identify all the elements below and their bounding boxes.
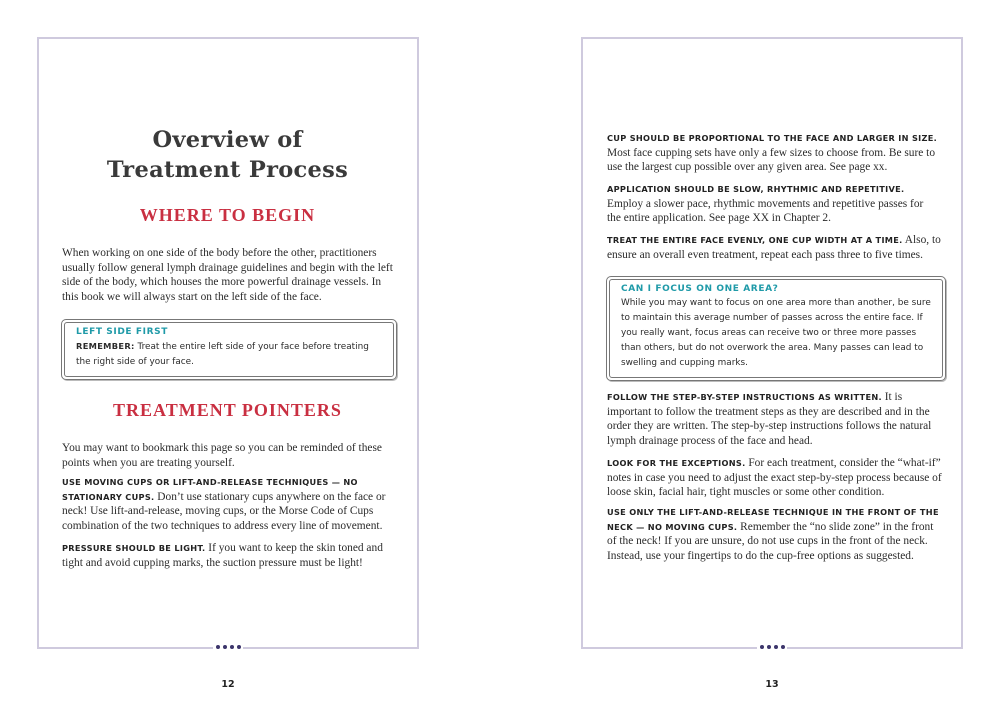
para-treat-evenly-lead: TREAT THE ENTIRE FACE EVENLY, ONE CUP WIDTH AT A TIME.	[607, 235, 903, 245]
callout-title: LEFT SIDE FIRST	[76, 327, 168, 337]
pointer-pressure	[62, 541, 397, 570]
callout-inner	[609, 279, 943, 378]
ornament-dot	[767, 645, 771, 649]
callout-focus-area	[606, 276, 946, 381]
para-exceptions	[607, 456, 943, 500]
intro-paragraph: When working on one side of the body before the other, practitioners usually follow general lymph drainage guidelines and begin with the left side of the body, which houses the more powerful drainage vessels. In this book we will always start on the left side of the face.	[62, 247, 393, 303]
para-application-text: Employ a slower pace, rhythmic movements and repetitive passes for the entire application. See page XX in Chapter 2.	[607, 197, 924, 225]
page-title-line2: Treatment Process	[106, 157, 349, 183]
ornament-dot	[223, 645, 227, 649]
pointer-pressure-lead: PRESSURE SHOULD BE LIGHT.	[62, 543, 206, 553]
para-neck-lead: USE ONLY THE LIFT-AND-RELEASE TECHNIQUE IN THE FRONT OF THE NECK — NO MOVING CUPS.	[607, 507, 939, 532]
para-cup-size-lead: CUP SHOULD BE PROPORTIONAL TO THE FACE AND LARGER IN SIZE.	[607, 133, 938, 143]
callout-remember-label: REMEMBER:	[76, 341, 135, 351]
section-heading-treatment-pointers: TREATMENT POINTERS	[113, 400, 342, 420]
ornament-dot	[216, 645, 220, 649]
para-exceptions-text: For each treatment, consider the “what-if” notes in case you need to adjust the exact step-by-step process because of loose skin, facial hair, tight muscles or some other condition.	[607, 457, 942, 499]
page-title-line1: Overview of	[152, 127, 303, 153]
para-application-lead: APPLICATION SHOULD BE SLOW, RHYTHMIC AND REPETITIVE.	[607, 184, 905, 194]
ornament-dot	[760, 645, 764, 649]
left-page-ornament	[213, 640, 243, 654]
pointer-moving-cups-lead: USE MOVING CUPS OR LIFT-AND-RELEASE TECHNIQUES — NO STATIONARY CUPS.	[62, 477, 358, 502]
para-cup-size-text: Most face cupping sets have only a few sizes to choose from. Be sure to use the largest cup possible over any given area. See page xx.	[607, 146, 936, 174]
para-treat-evenly	[607, 233, 943, 262]
callout-text	[76, 339, 383, 370]
right-page-number: 13	[765, 679, 779, 690]
ornament-dot	[781, 645, 785, 649]
pointer-pressure-text: If you want to keep the skin toned and tight and avoid cupping marks, the suction pressure must be light!	[62, 542, 383, 569]
ornament-dot	[237, 645, 241, 649]
callout-inner	[64, 322, 394, 377]
section-heading-where-to-begin: WHERE TO BEGIN	[139, 205, 316, 225]
para-neck	[607, 505, 939, 563]
para-neck-text: Remember the “no slide zone” in the front of the neck! If you are unsure, do not use cups in the front of the neck. Instead, use your fingertips to do the cup-free options as suggested.	[607, 520, 934, 562]
pointer-moving-cups	[62, 475, 387, 533]
right-page-ornament	[757, 640, 787, 654]
callout-left-side-first	[61, 319, 397, 380]
ornament-dot	[774, 645, 778, 649]
callout-title: CAN I FOCUS ON ONE AREA?	[621, 284, 779, 294]
para-exceptions-lead: LOOK FOR THE EXCEPTIONS.	[607, 458, 746, 468]
pointers-intro: You may want to bookmark this page so you can be reminded of these points when you are treating yourself.	[62, 442, 382, 469]
callout-body: Treat the entire left side of your face before treating the right side of your face.	[76, 342, 369, 367]
para-application	[607, 182, 937, 226]
para-step-by-step-text: It is important to follow the treatment steps as they are described and in the order they are written. The step-by-step instructions follows the natural lymph drainage process of the face and head.	[607, 391, 932, 447]
callout-text: While you may want to focus on one area more than another, be sure to maintain this average number of passes across the entire face. If you really want, focus areas can receive two or three more passes than others, but do not overwork the area. Many passes can lead to swelling and cupping marks.	[621, 298, 931, 368]
left-page-number: 12	[221, 679, 235, 690]
para-step-by-step	[607, 390, 943, 448]
pointer-moving-cups-text: Don’t use stationary cups anywhere on the face or neck! Use lift-and-release, moving cups, or the Morse Code of Cups combination of the two techniques to address every line of movement.	[62, 490, 386, 532]
para-step-by-step-lead: FOLLOW THE STEP-BY-STEP INSTRUCTIONS AS WRITTEN.	[607, 392, 882, 402]
para-cup-size	[607, 131, 943, 175]
para-treat-evenly-text: Also, to ensure an overall even treatment, repeat each pass three to five times.	[607, 234, 941, 261]
ornament-dot	[230, 645, 234, 649]
page-title	[65, 125, 390, 185]
